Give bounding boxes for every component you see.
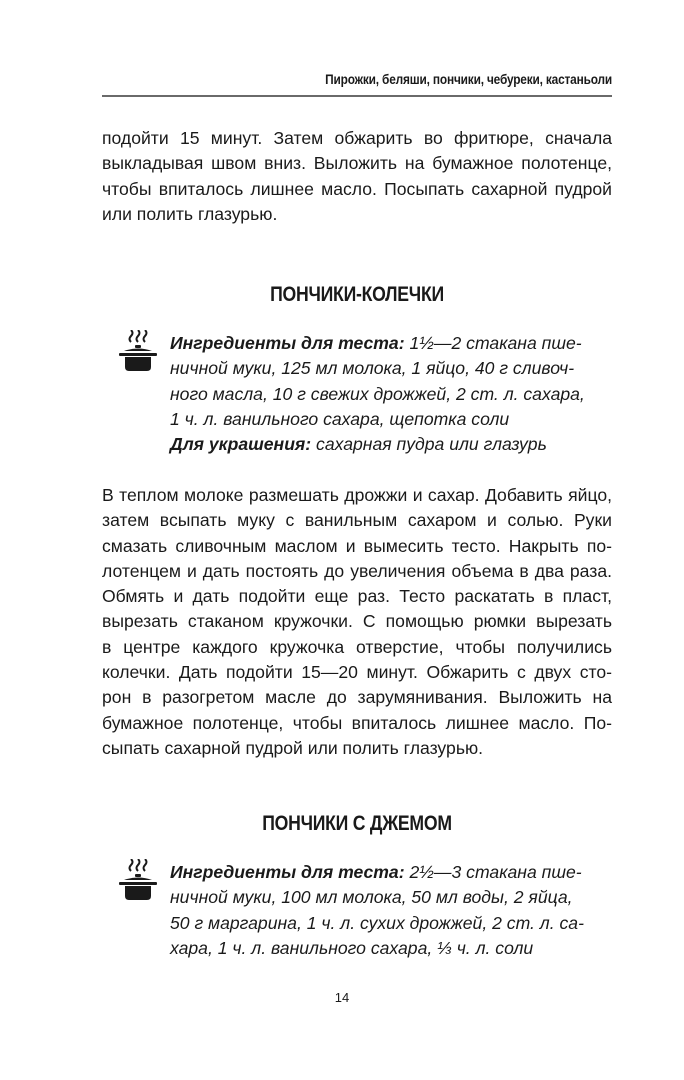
cooking-pot-icon [118, 859, 158, 903]
cooking-pot-icon [118, 330, 158, 374]
ingredients-line [170, 331, 612, 356]
text-line: или полить глазурью. [102, 203, 278, 224]
ingredients-line: 50 г маргарина, 1 ч. л. сухих дрожжей, 2 ст. л. са- [170, 912, 584, 933]
ingredients-text: 2½—3 стакана пше- [404, 862, 582, 882]
ingredients-line: 1 ч. л. ванильного сахара, щепотка соли [170, 408, 510, 429]
decoration-text: сахарная пудра или глазурь [311, 434, 547, 455]
text-line: выкладывая швом вниз. Выложить на бумажное полотенце, [102, 153, 612, 174]
ingredients-line: хара, 1 ч. л. ванильного сахара, ⅓ ч. л. соли [170, 937, 534, 958]
ingredients-block [170, 331, 612, 457]
ingredients-line: ного масла, 10 г свежих дрожжей, 2 ст. л. сахара, [170, 383, 585, 404]
text-line: рон в разогретом масле до зарумянивания. Выложить на [102, 687, 612, 708]
recipe-title: ПОНЧИКИ С ДЖЕМОМ [262, 812, 452, 835]
method-paragraph [102, 483, 612, 761]
text-line: бумажное полотенце, чтобы впиталось лишнее масло. По- [102, 712, 612, 733]
ingredients-text: 1½—2 стакана пше- [404, 333, 582, 353]
text-line: смазать сливочным маслом и вымесить тесто. Накрыть по- [102, 535, 612, 556]
text-line: чтобы впиталось лишнее масло. Посыпать сахарной пудрой [102, 178, 612, 199]
intro-paragraph [102, 126, 612, 227]
running-head: Пирожки, беляши, пончики, чебуреки, кастаньоли [325, 72, 612, 87]
text-line: лотенцем и дать постоять до увеличения объема в два раза. [102, 560, 612, 581]
ingredients-label: Ингредиенты для теста: [170, 333, 405, 353]
recipe-title: ПОНЧИКИ-КОЛЕЧКИ [270, 283, 444, 306]
text-line: подойти 15 минут. Затем обжарить во фритюре, сначала [102, 128, 612, 148]
ingredients-label: Ингредиенты для теста: [170, 862, 405, 882]
text-line: затем всыпать муку с ванильным сахаром и солью. Руки [102, 510, 612, 531]
ingredients-line [170, 860, 612, 885]
decoration-line [170, 432, 612, 457]
ingredients-line: ничной муки, 100 мл молока, 50 мл воды, 2 яйца, [170, 887, 573, 908]
ingredients-block [170, 860, 612, 961]
text-line: вырезать стаканом кружочки. С помощью рюмки вырезать [102, 611, 612, 632]
text-line: сыпать сахарной пудрой или полить глазурью. [102, 737, 484, 758]
decoration-label: Для украшения: [170, 434, 312, 455]
text-line: В теплом молоке размешать дрожжи и сахар. Добавить яйцо, [102, 485, 612, 505]
page-number: 14 [334, 990, 350, 1005]
header-divider [102, 95, 612, 97]
text-line: колечки. Дать подойти 15—20 минут. Обжарить с двух сто- [102, 662, 612, 683]
ingredients-line: ничной муки, 125 мл молока, 1 яйцо, 40 г сливоч- [170, 358, 575, 379]
text-line: в центре каждого кружочка отверстие, чтобы получились [102, 636, 612, 657]
text-line: Обмять и дать подойти еще раз. Тесто раскатать в пласт, [102, 586, 612, 607]
